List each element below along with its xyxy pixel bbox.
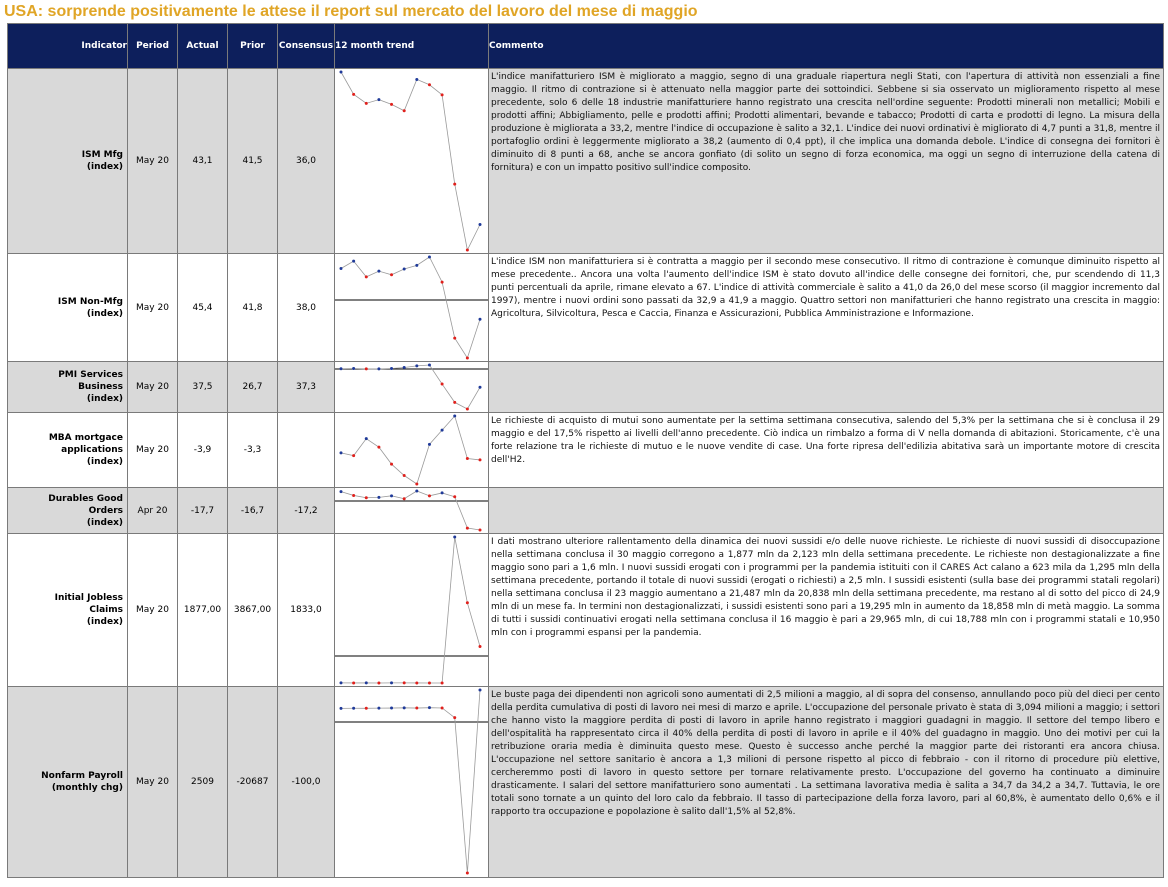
indicators-table	[7, 23, 1164, 878]
header-row	[8, 24, 1164, 69]
trend-point	[390, 494, 393, 497]
trend-point	[403, 109, 406, 112]
trend-point	[403, 497, 406, 500]
actual-cell: -3,9	[178, 413, 228, 488]
indicator-name-2: Orders	[88, 505, 123, 516]
trend-point	[415, 483, 418, 486]
trend-point	[441, 383, 444, 386]
trend-point	[340, 681, 343, 684]
trend-point	[441, 682, 444, 685]
actual-cell: 1877,00	[178, 534, 228, 687]
indicator-name-2: Claims	[89, 605, 123, 615]
trend-point	[415, 78, 418, 81]
trend-sparkline	[335, 534, 488, 686]
actual-cell: 43,1	[178, 69, 228, 254]
period-cell: May 20	[128, 534, 178, 687]
trend-point	[377, 681, 380, 684]
trend-point	[479, 529, 482, 532]
trend-point	[415, 707, 418, 710]
trend-point	[428, 256, 431, 259]
comment-text: Le buste paga dei dipendenti non agricoli sono aumentati di 2,5 milioni a maggio, al di sopra del consenso, annullando poco più del dieci per cento della perdita cumulativa di posti di lavoro nei mesi di marzo e aprile. L'occupazione del personale privato è stata di 3,094 milioni a maggio; i settori che hanno visto la maggiore perdita di posti di lavoro in aprile hanno registrato i maggiori guadagni in maggio. Il settore del tempo libero e dell'ospitalità ha rappresentato circa il 40% della perdita di posti di lavoro in aprile e il 40% del guadagno in maggio. Uno dei motivi per cui la retribuzione oraria media è diminuita questo mese. Questo è successo anche perché la maggior parte dei ristoranti era ancora chiusa. L'occupazione nel settore sanitario è ancora a 1,3 milioni di persone rispetto al picco di febbraio - con il ritorno di procedure più elettive, cercheremmo posti di lavoro in questo settore per tornare relativamente presto. L'occupazione del governo ha continuato a diminuire drasticamente. I salari del settore manifatturiero sono aumentati . La settimana lavorativa media è salita a 34,7 da 34,2 a 34,7. Tuttavia, le ore totali sono tornate a un quinto del loro calo da febbraio. Il tasso di partecipazione della forza lavoro, pari al 60,8%, è aumentato dello 0,6% e il rapporto tra occupazione e popolazione è salito dall'1,5% al 52,8%.	[491, 690, 1160, 817]
table-row	[8, 69, 1164, 254]
trend-point	[453, 337, 456, 340]
trend-point	[340, 707, 343, 710]
trend-cell	[335, 413, 489, 488]
indicator-name: Durables Good	[48, 493, 123, 504]
indicator-unit: (monthly chg)	[51, 783, 123, 793]
indicator-unit: (index)	[86, 457, 123, 467]
trend-sparkline	[335, 687, 488, 876]
trend-point	[453, 183, 456, 186]
period-cell: May 20	[128, 687, 178, 878]
trend-point	[377, 496, 380, 499]
trend-sparkline	[335, 362, 488, 412]
trend-point	[340, 71, 343, 74]
trend-point	[390, 463, 393, 466]
indicator-name: ISM Mfg	[81, 150, 123, 160]
table-row	[8, 534, 1164, 687]
trend-point	[428, 494, 431, 497]
trend-point	[365, 681, 368, 684]
consensus-cell: 37,3	[278, 362, 335, 413]
trend-sparkline	[335, 488, 488, 533]
comment-cell: L'indice manifatturiero ISM è migliorato a maggio, segno di una graduale riapertura negli Stati, con l'apertura di attività non essenziali a fine maggio. Il ritmo di contrazione si è attenuato nella maggior parte dei sottoindici. Sebbene si sia osservato un miglioramento rispetto al mese precedente, solo 6 delle 18 industrie manifatturiere hanno registrato una crescita nell'ordine seguente: Prodotti minerali non metallici; Mobili e prodotti affini; Abbigliamento, pelle e prodotti affini; Prodotti alimentari, bevande e tabacco; Prodotti di carta e prodotti di legno. La misura della produzione è migliorata a 33,2, mentre l'indice di occupazione è salito a 32,1. L'indice dei nuovi ordinativi è migliorato di 4,7 punti a 31,8, mentre il portafoglio ordini è leggermente migliorato a 38,2 (aumento di 0,4 ppt), il che implica una domanda debole. L'indice di consegna dei fornitori è diminuito di 8 punti a 68, anche se ancora gonfiato (di solito un segno di forza economica, ma oggi un segno di interruzione della catena di fornitura) e con un impatto positivo sull'indice composito.	[489, 69, 1164, 254]
trend-point	[466, 357, 469, 360]
trend-point	[479, 689, 482, 692]
trend-point	[428, 706, 431, 709]
consensus-cell	[278, 413, 335, 488]
consensus-cell: 1833,0	[278, 534, 335, 687]
prior-cell: 3867,00	[228, 534, 278, 687]
trend-point	[390, 103, 393, 106]
trend-point	[453, 495, 456, 498]
trend-point	[441, 429, 444, 432]
trend-point	[441, 491, 444, 494]
trend-point	[390, 681, 393, 684]
trend-point	[403, 474, 406, 477]
trend-point	[453, 415, 456, 418]
trend-point	[377, 707, 380, 710]
table-row	[8, 362, 1164, 413]
trend-point	[428, 364, 431, 367]
trend-point	[365, 496, 368, 499]
trend-point	[403, 706, 406, 709]
header-consensus: Consensus	[278, 24, 335, 69]
trend-point	[403, 268, 406, 271]
indicator-unit: (index)	[86, 162, 123, 172]
trend-point	[479, 386, 482, 389]
trend-point	[453, 401, 456, 404]
trend-point	[466, 249, 469, 252]
trend-point	[479, 223, 482, 226]
indicator-cell	[8, 69, 128, 254]
header-prior: Prior	[228, 24, 278, 69]
trend-point	[365, 367, 368, 370]
trend-point	[415, 681, 418, 684]
trend-point	[466, 601, 469, 604]
period-cell: May 20	[128, 254, 178, 362]
comment-cell	[489, 488, 1164, 534]
prior-cell: 26,7	[228, 362, 278, 413]
trend-point	[428, 681, 431, 684]
trend-cell	[335, 488, 489, 534]
consensus-cell: -100,0	[278, 687, 335, 878]
trend-point	[352, 367, 355, 370]
indicator-unit: (index)	[86, 617, 123, 627]
indicator-cell	[8, 687, 128, 878]
header-trend: 12 month trend	[335, 24, 489, 69]
trend-cell	[335, 534, 489, 687]
trend-point	[352, 681, 355, 684]
page-title: USA: sorprende positivamente le attese il report sul mercato del lavoro del mese di maggio	[4, 3, 698, 20]
header-comment: Commento	[489, 24, 1164, 69]
trend-point	[352, 454, 355, 457]
consensus-cell: 36,0	[278, 69, 335, 254]
header-actual: Actual	[178, 24, 228, 69]
trend-point	[441, 281, 444, 284]
actual-cell: 37,5	[178, 362, 228, 413]
trend-point	[352, 707, 355, 710]
trend-line	[341, 491, 480, 530]
trend-line	[341, 416, 480, 484]
indicator-unit: (index)	[86, 517, 123, 528]
trend-point	[377, 446, 380, 449]
trend-point	[365, 707, 368, 710]
prior-cell: -3,3	[228, 413, 278, 488]
trend-point	[466, 457, 469, 460]
trend-cell	[335, 687, 489, 878]
period-cell: May 20	[128, 413, 178, 488]
trend-point	[428, 83, 431, 86]
indicator-cell	[8, 362, 128, 413]
trend-sparkline	[335, 69, 488, 253]
trend-point	[415, 364, 418, 367]
indicator-name: ISM Non-Mfg	[57, 296, 123, 307]
prior-cell: 41,8	[228, 254, 278, 362]
indicator-cell	[8, 254, 128, 362]
trend-sparkline	[335, 413, 488, 487]
trend-point	[340, 367, 343, 370]
trend-point	[365, 437, 368, 440]
trend-point	[441, 93, 444, 96]
trend-line	[341, 257, 480, 358]
indicator-name: PMI Services	[58, 370, 123, 380]
period-cell: Apr 20	[128, 488, 178, 534]
trend-point	[466, 872, 469, 875]
indicator-unit: (index)	[86, 308, 123, 319]
trend-point	[428, 443, 431, 446]
indicator-name-2: applications	[61, 445, 123, 455]
trend-sparkline	[335, 254, 488, 361]
actual-cell: 2509	[178, 687, 228, 878]
period-cell: May 20	[128, 362, 178, 413]
table-row	[8, 687, 1164, 878]
comment-cell: I dati mostrano ulteriore rallentamento della dinamica dei nuovi sussidi e/o delle nuove richieste. Le richieste di nuovi sussidi di disoccupazione nella settimana conclusa il 30 maggio corregono a 1,877 mln da 2,123 mln della settimana precedente. Le richieste non destagionalizzate a fine maggio sono pari a 1,6 mln. I nuovi sussidi erogati con i programmi per la pandemia istituiti con il CARES Act calano a 623 mila da 1,295 mln della settimana precedente, portando il totale di nuovi sussidi (erogati o richiesti) a 2,5 mln. I sussidi esistenti (sulla base dei programmi statali regolari) nella settimana conclusa il 23 maggio aumentano a 21,487 mln da 20,838 mln della settimana precedente, ma restano al di sotto del picco di 24,9 mln di un mese fa. In termini non destagionalizzati, i sussidi esistenti sono pari a 19,295 mln in aumento da 18,858 mln di metà maggio. La somma di tutti i sussidi continuativi erogati nella settimana conclusa il 16 maggio è pari a 29,965 mln, di cui 18,788 mln con i programmi statali e 10,950 mln con i programmi espansi per la pandemia.	[489, 534, 1164, 687]
trend-point	[352, 494, 355, 497]
trend-point	[377, 270, 380, 273]
trend-point	[453, 536, 456, 539]
trend-point	[403, 366, 406, 369]
trend-point	[479, 458, 482, 461]
period-cell: May 20	[128, 69, 178, 254]
trend-point	[377, 367, 380, 370]
trend-point	[365, 102, 368, 105]
trend-point	[365, 275, 368, 278]
header-indicator: Indicator	[8, 24, 128, 69]
trend-line	[341, 537, 480, 683]
trend-point	[390, 367, 393, 370]
trend-point	[340, 490, 343, 493]
trend-point	[441, 706, 444, 709]
trend-point	[352, 93, 355, 96]
comment-cell: L'indice ISM non manifatturiera si è contratta a maggio per il secondo mese consecutivo. Il ritmo di contrazione è comunque diminuito rispetto al mese precedente.. Ancora una volta l'aumento dell'indice ISM è stato dovuto all'indice delle consegne dei fornitori, che, pur scendendo di 11,3 punti percentuali da aprile, rimane elevato a 67. L'indice di attività commerciale è salito a 41,0 da 26,0 del mese scorso (il maggior incremento dal 1997), mentre i nuovi ordini sono passati da 32,9 a 41,9 a maggio. Quattro settori non manifatturieri che hanno registrato una crescita in maggio: Agricoltura, Silvicoltura, Pesca e Caccia, Finanza e Assicurazioni, Pubblica Amministrazione e Informazione.	[489, 254, 1164, 362]
trend-point	[390, 273, 393, 276]
trend-line	[341, 72, 480, 250]
trend-point	[466, 527, 469, 530]
trend-point	[377, 98, 380, 101]
trend-cell	[335, 69, 489, 254]
prior-cell: -20687	[228, 687, 278, 878]
trend-point	[479, 645, 482, 648]
trend-point	[466, 408, 469, 411]
trend-point	[453, 716, 456, 719]
indicator-name: MBA mortgace	[48, 433, 123, 443]
indicator-cell	[8, 534, 128, 687]
indicator-cell	[8, 488, 128, 534]
table-row	[8, 488, 1164, 534]
indicator-name-2: Business	[78, 382, 123, 392]
indicator-name: Nonfarm Payroll	[41, 771, 123, 781]
trend-point	[479, 318, 482, 321]
prior-cell: -16,7	[228, 488, 278, 534]
table-row	[8, 254, 1164, 362]
consensus-cell: -17,2	[278, 488, 335, 534]
table-row	[8, 413, 1164, 488]
trend-point	[352, 260, 355, 263]
consensus-cell: 38,0	[278, 254, 335, 362]
header-period: Period	[128, 24, 178, 69]
trend-point	[415, 264, 418, 267]
comment-cell: Le richieste di acquisto di mutui sono aumentate per la settima settimana consecutiva, salendo del 5,3% per la settimana che si è conclusa il 29 maggio e del 17,5% rispetto ai livelli dell'anno precedente. Ciò indica un rimbalzo a forma di V nella domanda di abitazioni. Storicamente, c'è una forte relazione tra le richieste di mutuo e le nuove vendite di case. Una forte ripresa dell'edilizia abitativa sarà un importante motore di crescita dell'H2.	[489, 413, 1164, 488]
indicator-name: Initial Jobless	[54, 593, 123, 603]
comment-cell	[489, 362, 1164, 413]
comment-cell	[489, 687, 1164, 878]
trend-line	[341, 690, 480, 873]
actual-cell: 45,4	[178, 254, 228, 362]
indicator-cell	[8, 413, 128, 488]
trend-point	[403, 681, 406, 684]
prior-cell: 41,5	[228, 69, 278, 254]
trend-cell	[335, 254, 489, 362]
trend-point	[340, 267, 343, 270]
trend-point	[340, 451, 343, 454]
trend-point	[390, 707, 393, 710]
actual-cell: -17,7	[178, 488, 228, 534]
trend-line	[341, 365, 480, 409]
trend-point	[415, 490, 418, 493]
indicator-unit: (index)	[86, 394, 123, 404]
trend-cell	[335, 362, 489, 413]
